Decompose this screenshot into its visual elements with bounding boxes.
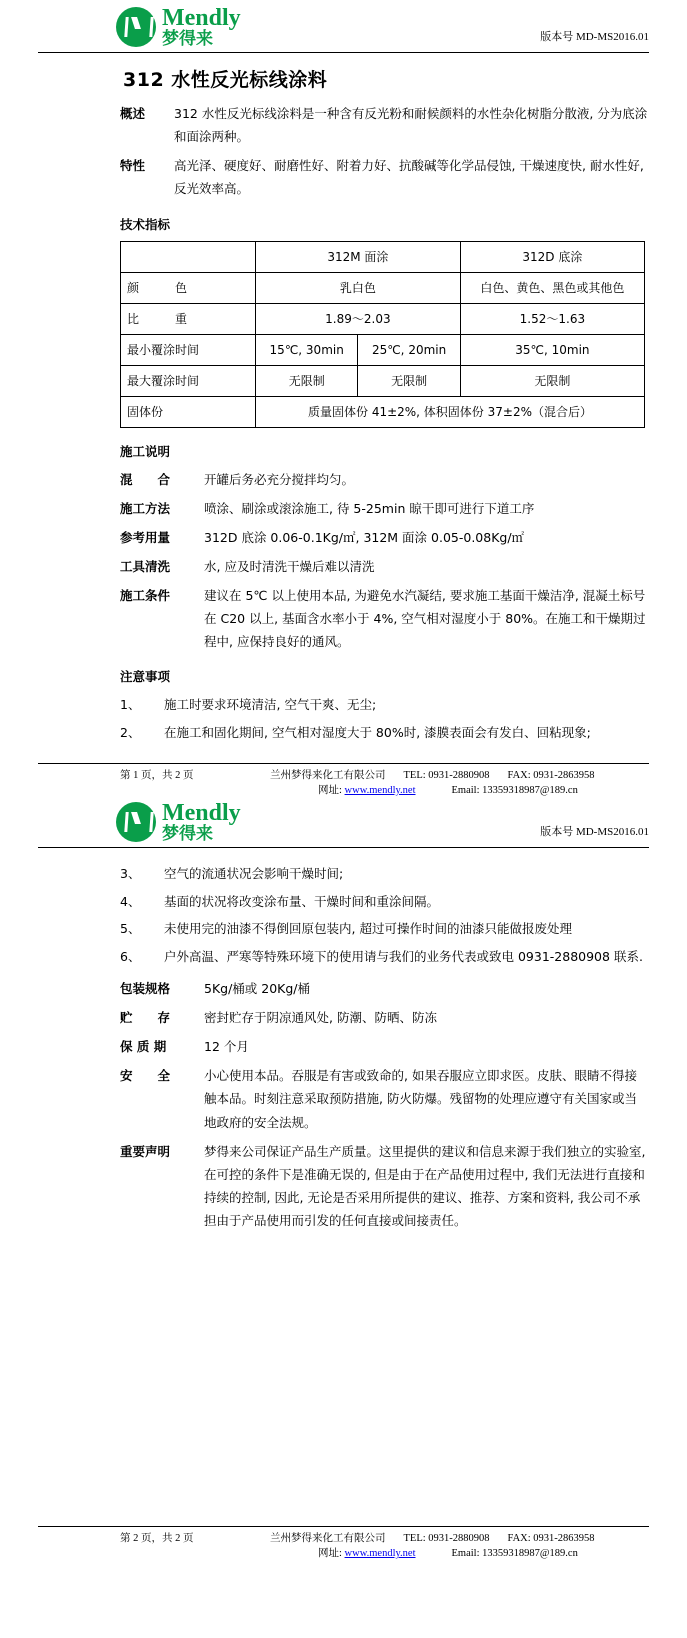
cell-max-recoat-1: 无限制: [256, 365, 358, 396]
header-divider: [38, 847, 649, 848]
list-item-number: 5、: [120, 921, 141, 937]
notice-list-1: [120, 693, 649, 745]
notice-heading: 注意事项: [120, 669, 171, 685]
feature-text: 高光泽、硬度好、耐磨性好、附着力好、抗酸碱等化学品侵蚀, 干燥速度快, 耐水性好, 反光效率高。: [174, 158, 644, 197]
page-1-footer: [38, 759, 649, 797]
page-header: [38, 6, 649, 50]
company-logo: [116, 6, 241, 48]
list-item: [120, 917, 649, 941]
table-header-row: [121, 241, 645, 272]
feature-row: [120, 154, 649, 200]
logo-cn-text: 梦得来: [162, 823, 213, 844]
cell-min-recoat-35: 35℃, 10min: [460, 334, 644, 365]
label-method: 施工方法: [120, 500, 171, 516]
list-item: [120, 890, 649, 914]
list-item: [120, 693, 649, 717]
page-header: [38, 801, 649, 845]
label-storage: 贮 存: [120, 1010, 171, 1025]
cell-color-312d: 白色、黄色、黑色或其他色: [460, 272, 644, 303]
text-shelf-life: 12 个月: [204, 1039, 249, 1055]
logo-mark-icon: [116, 7, 156, 47]
text-mixing: 开罐后务必充分搅拌均匀。: [204, 471, 355, 487]
label-disclaimer: 重要声明: [120, 1143, 171, 1159]
row-label-max-recoat: 最大覆涂时间: [121, 365, 256, 396]
cell-max-recoat-3: 无限制: [460, 365, 644, 396]
text-storage: 密封贮存于阴凉通风处, 防潮、防晒、防冻: [204, 1010, 437, 1025]
logo-en-text: Mendly: [162, 5, 241, 31]
row-label-solids: 固体份: [121, 396, 256, 427]
spec-heading: 技术指标: [120, 216, 171, 232]
page-title: 312 水性反光标线涂料: [123, 69, 328, 91]
table-row: [121, 303, 645, 334]
logo-text: [162, 801, 241, 843]
footer-email: Email: 13359318987@189.cn: [451, 784, 578, 796]
footer-web-link[interactable]: www.mendly.net: [344, 784, 416, 796]
notice-list-2: [120, 862, 649, 969]
footer-fax: FAX: 0931-2863958: [507, 1533, 595, 1545]
list-item: [120, 945, 649, 969]
construction-row: [120, 584, 649, 653]
table-row: [121, 334, 645, 365]
label-mixing: 混 合: [120, 471, 171, 487]
cell-solids-value: 质量固体份 41±2%, 体积固体份 37±2%（混合后）: [256, 396, 645, 427]
construction-row: [120, 526, 649, 549]
cell-max-recoat-2: 无限制: [358, 365, 460, 396]
footer-page-number: 第 1 页，共 2 页: [120, 769, 194, 781]
label-packaging: 包装规格: [120, 980, 171, 996]
text-cleaning: 水, 应及时清洗干燥后难以清洗: [204, 558, 375, 574]
label-safety: 安 全: [120, 1068, 171, 1084]
spec-table: [120, 241, 645, 428]
cell-min-recoat-15: 15℃, 30min: [256, 334, 358, 365]
list-item-number: 1、: [120, 697, 141, 713]
logo-mark-icon: [116, 802, 156, 842]
cell-color-312m: 乳白色: [256, 272, 461, 303]
overview-text: 312 水性反光标线涂料是一种含有反光粉和耐候颜料的水性杂化树脂分散液, 分为底涂和面涂两种。: [174, 106, 648, 145]
safety-row: [120, 1064, 649, 1133]
version-number: 版本号 MD-MS2016.01: [540, 31, 649, 43]
footer-page-number: 第 2 页，共 2 页: [120, 1533, 194, 1545]
footer-tel: TEL: 0931-2880908: [403, 1533, 490, 1545]
version-number: 版本号 MD-MS2016.01: [540, 825, 649, 838]
text-disclaimer: 梦得来公司保证产品生产质量。这里提供的建议和信息来源于我们独立的实验室, 在可控的条件下是准确无误的, 但是由于在产品使用过程中, 我们无法进行直接和持续的控制, 因此, 无论是否采用所提供的建议、推荐、方案和资料, 我公司不承担由于产品使用而引发的任何直接或间接责任。: [204, 1143, 646, 1228]
header-divider: [38, 52, 649, 53]
construction-row: [120, 468, 649, 491]
page-2-whitespace: [38, 1238, 649, 1508]
label-cleaning: 工具清洗: [120, 558, 171, 574]
footer-web-label: 网址:: [318, 1548, 342, 1560]
text-packaging: 5Kg/桶或 20Kg/桶: [204, 980, 311, 996]
footer-email: Email: 13359318987@189.cn: [451, 1548, 578, 1560]
list-item-number: 6、: [120, 949, 141, 965]
text-method: 喷涂、刷涂或滚涂施工, 待 5-25min 晾干即可进行下道工序: [204, 500, 535, 516]
row-label-density: 比 重: [121, 303, 256, 334]
footer-company: 兰州梦得来化工有限公司: [270, 1533, 386, 1545]
construction-row: [120, 555, 649, 578]
shelf-life-row: [120, 1035, 649, 1058]
list-item-text: 空气的流通状况会影响干燥时间;: [164, 865, 344, 881]
list-item: [120, 862, 649, 886]
disclaimer-row: [120, 1140, 649, 1233]
logo-en-text: Mendly: [162, 799, 241, 826]
footer-tel: TEL: 0931-2880908: [403, 769, 490, 781]
table-row: [121, 396, 645, 427]
list-item-text: 基面的状况将改变涂布量、干燥时间和重涂间隔。: [164, 893, 440, 909]
table-row: [121, 272, 645, 303]
row-label-min-recoat: 最小覆涂时间: [121, 334, 256, 365]
construction-row: [120, 497, 649, 520]
storage-row: [120, 1006, 649, 1029]
overview-row: [120, 102, 649, 148]
text-conditions: 建议在 5℃ 以上使用本品, 为避免水汽凝结, 要求施工基面干燥洁净, 混凝土标号在 C20 以上, 基面含水率小于 4%, 空气相对湿度小于 80%。在施工和干燥期过程中, 应保持良好的通风。: [204, 588, 646, 650]
table-row: [121, 365, 645, 396]
document-page-1: [0, 0, 687, 797]
list-item-number: 3、: [120, 865, 141, 881]
footer-web-label: 网址:: [318, 784, 342, 796]
feature-label: 特性: [120, 158, 146, 174]
list-item-text: 施工时要求环境清洁, 空气干爽、无尘;: [164, 697, 377, 713]
logo-cn-text: 梦得来: [162, 29, 213, 49]
footer-company: 兰州梦得来化工有限公司: [270, 769, 386, 781]
list-item-text: 在施工和固化期间, 空气相对湿度大于 80%时, 漆膜表面会有发白、回粘现象;: [164, 725, 591, 741]
document-page-2: [0, 797, 687, 1560]
list-item-number: 2、: [120, 725, 141, 741]
overview-label: 概述: [120, 106, 146, 121]
logo-text: [162, 6, 241, 48]
footer-fax: FAX: 0931-2863958: [507, 769, 595, 781]
list-item-number: 4、: [120, 893, 141, 909]
text-dosage: 312D 底涂 0.06-0.1Kg/㎡, 312M 面涂 0.05-0.08Kg/㎡: [204, 529, 525, 545]
table-header-312d: 312D 底涂: [460, 241, 644, 272]
list-item-text: 未使用完的油漆不得倒回原包装内, 超过可操作时间的油漆只能做报废处理: [164, 921, 572, 937]
cell-density-312d: 1.52～1.63: [460, 303, 644, 334]
label-dosage: 参考用量: [120, 529, 171, 545]
text-safety: 小心使用本品。吞服是有害或致命的, 如果吞服应立即求医。皮肤、眼睛不得接触本品。时刻注意采取预防措施, 防火防爆。残留物的处理应遵守有关国家或当地政府的安全法规。: [204, 1068, 637, 1130]
list-item: [120, 721, 649, 745]
construction-heading: 施工说明: [120, 443, 171, 459]
table-header-blank: [121, 241, 256, 272]
table-header-312m: 312M 面涂: [256, 241, 461, 272]
label-conditions: 施工条件: [120, 588, 171, 603]
footer-web-link[interactable]: www.mendly.net: [344, 1548, 416, 1560]
cell-min-recoat-25: 25℃, 20min: [358, 334, 460, 365]
list-item-text: 户外高温、严寒等特殊环境下的使用请与我们的业务代表或致电 0931-2880908 联系.: [164, 949, 643, 965]
row-label-color: 颜 色: [121, 272, 256, 303]
cell-density-312m: 1.89～2.03: [256, 303, 461, 334]
page-2-footer: [38, 1522, 649, 1560]
company-logo: [116, 801, 241, 843]
packaging-row: [120, 977, 649, 1000]
label-shelf-life: 保 质 期: [120, 1039, 167, 1055]
